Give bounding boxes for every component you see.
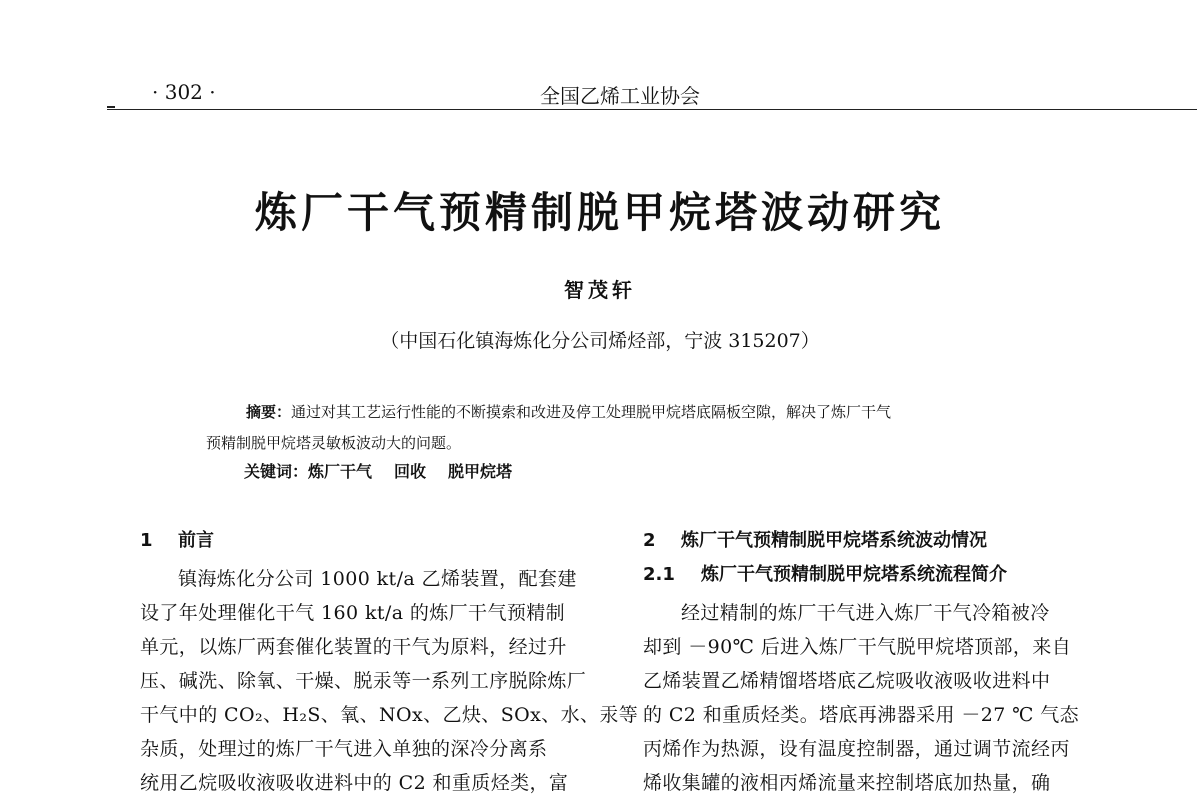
right-column <box>643 528 1113 800</box>
abstract-text-1: 通过对其工艺运行性能的不断摸索和改进及停工处理脱甲烷塔底隔板空隙，解决了炼厂干气 <box>291 403 892 421</box>
subsection-heading-2-1 <box>643 562 1113 596</box>
article-title: 炼厂干气预精制脱甲烷塔波动研究 <box>254 188 945 237</box>
body-line: 单元，以炼厂两套催化装置的干气为原料，经过升 <box>140 636 567 658</box>
section-heading-1 <box>140 528 610 562</box>
section-heading-2 <box>643 528 1113 562</box>
keyword-item: 炼厂干气 <box>308 462 373 481</box>
header-rule-tick <box>107 106 115 108</box>
body-line: 经过精制的炼厂干气进入炼厂干气冷箱被冷 <box>681 602 1050 624</box>
body-line: 烯收集罐的液相丙烯流量来控制塔底加热量，确 <box>643 772 1051 794</box>
subsection-number: 2.1 <box>643 564 675 585</box>
section-title: 前言 <box>178 530 214 551</box>
body-line: 统用乙烷吸收液吸收进料中的 C2 和重质烃类，富 <box>140 772 569 794</box>
keyword-item: 脱甲烷塔 <box>448 462 513 481</box>
page-number: · 302 · <box>152 80 216 104</box>
keyword-item: 回收 <box>394 462 427 481</box>
subsection-title: 炼厂干气预精制脱甲烷塔系统流程简介 <box>701 564 1007 585</box>
section-number: 1 <box>140 530 153 551</box>
abstract-text-2: 预精制脱甲烷塔灵敏板波动大的问题。 <box>206 434 462 452</box>
journal-name: 全国乙烯工业协会 <box>540 84 700 108</box>
body-line: 干气中的 CO₂、H₂S、氧、NOx、乙炔、SOx、水、汞等 <box>140 704 639 726</box>
body-line: 设了年处理催化干气 160 kt/a 的炼厂干气预精制 <box>140 602 566 624</box>
abstract <box>206 397 1046 459</box>
author-affiliation: （中国石化镇海炼化分公司烯烃部，宁波 315207） <box>380 330 820 352</box>
keywords <box>244 459 534 482</box>
body-line: 杂质，处理过的炼厂干气进入单独的深冷分离系 <box>140 738 548 760</box>
header-rule <box>107 109 1197 110</box>
body-line: 的 C2 和重质烃类。塔底再沸器采用 －27 ℃ 气态 <box>643 704 1080 726</box>
body-line: 乙烯装置乙烯精馏塔塔底乙烷吸收液吸收进料中 <box>643 670 1051 692</box>
body-line: 却到 －90℃ 后进入炼厂干气脱甲烷塔顶部，来自 <box>643 636 1072 658</box>
body-line: 镇海炼化分公司 1000 kt/a 乙烯装置，配套建 <box>178 568 577 590</box>
keywords-label: 关键词： <box>244 462 309 481</box>
abstract-label: 摘要： <box>246 403 292 421</box>
body-line: 压、碱洗、除氧、干燥、脱汞等一系列工序脱除炼厂 <box>140 670 587 692</box>
section-number: 2 <box>643 530 656 551</box>
abstract-line-1 <box>206 397 1046 428</box>
left-column <box>140 528 639 800</box>
section-title: 炼厂干气预精制脱甲烷塔系统波动情况 <box>681 530 987 551</box>
author-name: 智茂轩 <box>564 278 636 302</box>
body-line: 丙烯作为热源，设有温度控制器，通过调节流经丙 <box>643 738 1070 760</box>
